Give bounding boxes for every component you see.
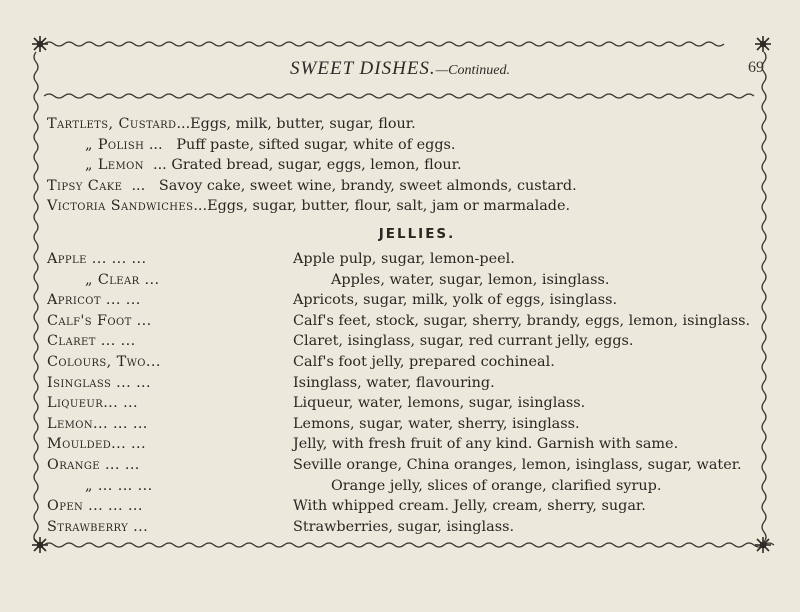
entry-ingredients: With whipped cream. Jelly, cream, sherry, sugar. <box>293 498 646 515</box>
list-item <box>47 196 777 217</box>
list-item <box>47 517 777 538</box>
entry-separator: ... <box>122 177 159 194</box>
entry-ingredients: Eggs, milk, butter, sugar, flour. <box>190 116 416 132</box>
list-item <box>47 176 777 197</box>
entry-ingredients: Jelly, with fresh fruit of any kind. Garnish with same. <box>293 436 679 453</box>
entry-ingredients: Calf's foot jelly, prepared cochineal. <box>293 353 555 370</box>
entry-name: Apricot ... ... <box>47 292 141 309</box>
list-item <box>47 114 777 135</box>
entry-ingredients: Calf's feet, stock, sugar, sherry, brandy, eggs, lemon, isinglass. <box>293 312 751 329</box>
entry-name: Moulded... ... <box>47 436 146 453</box>
list-item <box>47 270 777 291</box>
entry-separator: ... <box>144 136 177 153</box>
corner-ornament-bottom-left-icon <box>32 537 48 553</box>
jellies-list <box>47 249 777 537</box>
entry-name: „ Lemon <box>85 157 144 174</box>
list-item <box>47 352 777 373</box>
top-border-wave <box>44 42 724 46</box>
entry-ingredients: Puff paste, sifted sugar, white of eggs. <box>176 136 456 153</box>
entry-ingredients: Apples, water, sugar, lemon, isinglass. <box>331 271 610 288</box>
entry-ingredients: Isinglass, water, flavouring. <box>293 374 495 391</box>
left-border-wave <box>34 52 38 542</box>
list-item <box>47 393 777 414</box>
list-item <box>47 290 777 311</box>
header-rule-wave <box>44 94 754 98</box>
list-item <box>47 496 777 517</box>
entry-ingredients: Claret, isinglass, sugar, red currant jelly, eggs. <box>293 333 634 350</box>
list-item <box>47 249 777 270</box>
entry-name: Apple ... ... ... <box>47 250 147 267</box>
list-item <box>47 331 777 352</box>
entry-name: Colours, Two... <box>47 353 161 370</box>
entry-name: Tartlets, Custard <box>47 116 177 132</box>
entry-name: „ ... ... ... <box>85 477 153 494</box>
entry-name: Tipsy Cake <box>47 177 123 194</box>
entry-name: Victoria Sandwiches <box>47 198 194 215</box>
entry-ingredients: Seville orange, China oranges, lemon, isinglass, sugar, water. <box>293 456 742 473</box>
bottom-border-wave <box>44 543 774 547</box>
corner-ornament-top-right-icon <box>755 36 771 52</box>
entry-name: „ Clear ... <box>85 271 160 288</box>
list-item <box>47 135 777 156</box>
entry-separator: ... <box>143 157 172 174</box>
entry-ingredients: Grated bread, sugar, eggs, lemon, flour. <box>171 157 462 174</box>
list-item <box>47 476 777 497</box>
entry-ingredients: Lemons, sugar, water, sherry, isinglass. <box>293 415 580 432</box>
recipe-entries <box>47 114 777 537</box>
entry-separator: ... <box>193 198 208 215</box>
sweet-dishes-list <box>47 114 777 217</box>
page-title <box>0 58 800 80</box>
entry-name: Liqueur... ... <box>47 395 139 412</box>
list-item <box>47 373 777 394</box>
entry-name: Lemon... ... ... <box>47 415 148 432</box>
entry-name: Calf's Foot ... <box>47 312 152 329</box>
corner-ornament-bottom-right-icon <box>755 537 771 553</box>
corner-ornament-top-left-icon <box>32 36 48 52</box>
entry-name: Isinglass ... ... <box>47 374 152 391</box>
entry-ingredients: Liqueur, water, lemons, sugar, isinglass. <box>293 395 586 412</box>
entry-ingredients: Strawberries, sugar, isinglass. <box>293 518 515 535</box>
list-item <box>47 311 777 332</box>
list-item <box>47 414 777 435</box>
entry-ingredients: Savoy cake, sweet wine, brandy, sweet almonds, custard. <box>158 177 577 194</box>
entry-ingredients: Apricots, sugar, milk, yolk of eggs, isinglass. <box>293 292 618 309</box>
page-title-continued: —Continued. <box>435 63 510 78</box>
entry-name: Claret ... ... <box>47 333 136 350</box>
page-header <box>0 58 800 82</box>
list-item <box>47 455 777 476</box>
entry-name: Strawberry ... <box>47 518 149 535</box>
entry-ingredients: Eggs, sugar, butter, flour, salt, jam or marmalade. <box>207 198 571 215</box>
jellies-heading: JELLIES. <box>378 225 456 242</box>
entry-name: Open ... ... ... <box>47 498 143 515</box>
entry-separator: ... <box>176 116 191 132</box>
page-title-main: SWEET DISHES. <box>290 58 436 79</box>
entry-name: Orange ... ... <box>47 456 140 473</box>
entry-ingredients: Orange jelly, slices of orange, clarified syrup. <box>331 477 662 494</box>
page-number: 69 <box>748 59 764 76</box>
list-item <box>47 155 777 176</box>
entry-name: „ Polish <box>85 136 145 153</box>
entry-ingredients: Apple pulp, sugar, lemon-peel. <box>293 250 515 267</box>
list-item <box>47 434 777 455</box>
